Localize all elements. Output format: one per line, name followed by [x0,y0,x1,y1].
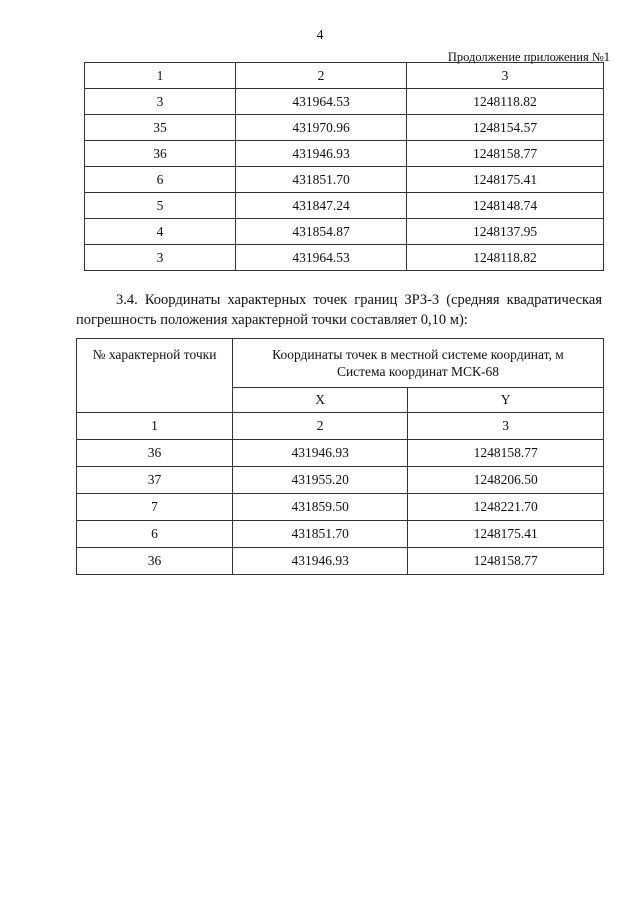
y-header: Y [408,388,604,413]
x-coordinate-cell: 431847.24 [236,193,407,219]
section-paragraph [76,290,602,330]
column-number-cell: 2 [236,63,407,89]
column-number-cell: 1 [85,63,236,89]
table-row [85,167,604,193]
x-coordinate-cell: 431946.93 [236,141,407,167]
point-number-cell: 36 [77,440,233,467]
continuation-label: Продолжение приложения №1 [447,50,610,64]
table-row [85,219,604,245]
x-coordinate-cell: 431854.87 [236,219,407,245]
x-header: X [233,388,408,413]
table-row [77,521,604,548]
y-coordinate-cell: 1248118.82 [407,245,604,271]
y-coordinate-cell: 1248137.95 [407,219,604,245]
x-coordinate-cell: 431955.20 [233,467,408,494]
x-coordinate-cell: 431859.50 [233,494,408,521]
table-row [85,193,604,219]
table-row [85,115,604,141]
y-coordinate-cell: 1248158.77 [408,440,604,467]
x-coordinate-cell: 431946.93 [233,440,408,467]
point-number-cell: 6 [77,521,233,548]
column-number-cell: 3 [408,413,604,440]
point-number-cell: 3 [85,89,236,115]
y-coordinate-cell: 1248154.57 [407,115,604,141]
table-row [85,141,604,167]
point-number-cell: 4 [85,219,236,245]
column-number-cell: 2 [233,413,408,440]
table-row [85,89,604,115]
table-row [77,440,604,467]
x-coordinate-cell: 431964.53 [236,89,407,115]
x-coordinate-cell: 431970.96 [236,115,407,141]
x-coordinate-cell: 431946.93 [233,548,408,575]
point-number-cell: 36 [85,141,236,167]
y-coordinate-cell: 1248175.41 [408,521,604,548]
column-number-cell: 3 [407,63,604,89]
table-header-row [77,339,604,388]
coordinates-table-continued [84,62,604,271]
point-number-cell: 3 [85,245,236,271]
coordinates-header [233,339,604,388]
y-coordinate-cell: 1248206.50 [408,467,604,494]
y-coordinate-cell: 1248158.77 [408,548,604,575]
section-text: 3.4. Координаты характерных точек границ ЗРЗ-3 (средняя квадратическая погрешность положения характерной точки составляет 0,10 м): [76,292,602,328]
point-number-header: № характерной точки [77,339,233,413]
table-row [85,245,604,271]
table-row [77,467,604,494]
column-number-cell: 1 [77,413,233,440]
x-coordinate-cell: 431851.70 [236,167,407,193]
y-coordinate-cell: 1248221.70 [408,494,604,521]
point-number-cell: 7 [77,494,233,521]
table-numbering-row [77,413,604,440]
point-number-cell: 36 [77,548,233,575]
point-number-cell: 6 [85,167,236,193]
coordinates-header-line1: Координаты точек в местной системе координат, м [272,347,564,362]
page-number: 4 [316,28,324,43]
point-number-cell: 37 [77,467,233,494]
x-coordinate-cell: 431851.70 [233,521,408,548]
y-coordinate-cell: 1248148.74 [407,193,604,219]
point-number-cell: 5 [85,193,236,219]
coordinates-header-line2: Система координат МСК-68 [336,364,500,379]
point-number-cell: 35 [85,115,236,141]
x-coordinate-cell: 431964.53 [236,245,407,271]
y-coordinate-cell: 1248118.82 [407,89,604,115]
table-row [77,548,604,575]
y-coordinate-cell: 1248175.41 [407,167,604,193]
coordinates-table-zrz3 [76,338,604,575]
y-coordinate-cell: 1248158.77 [407,141,604,167]
table-row [77,494,604,521]
table-header-row [85,63,604,89]
